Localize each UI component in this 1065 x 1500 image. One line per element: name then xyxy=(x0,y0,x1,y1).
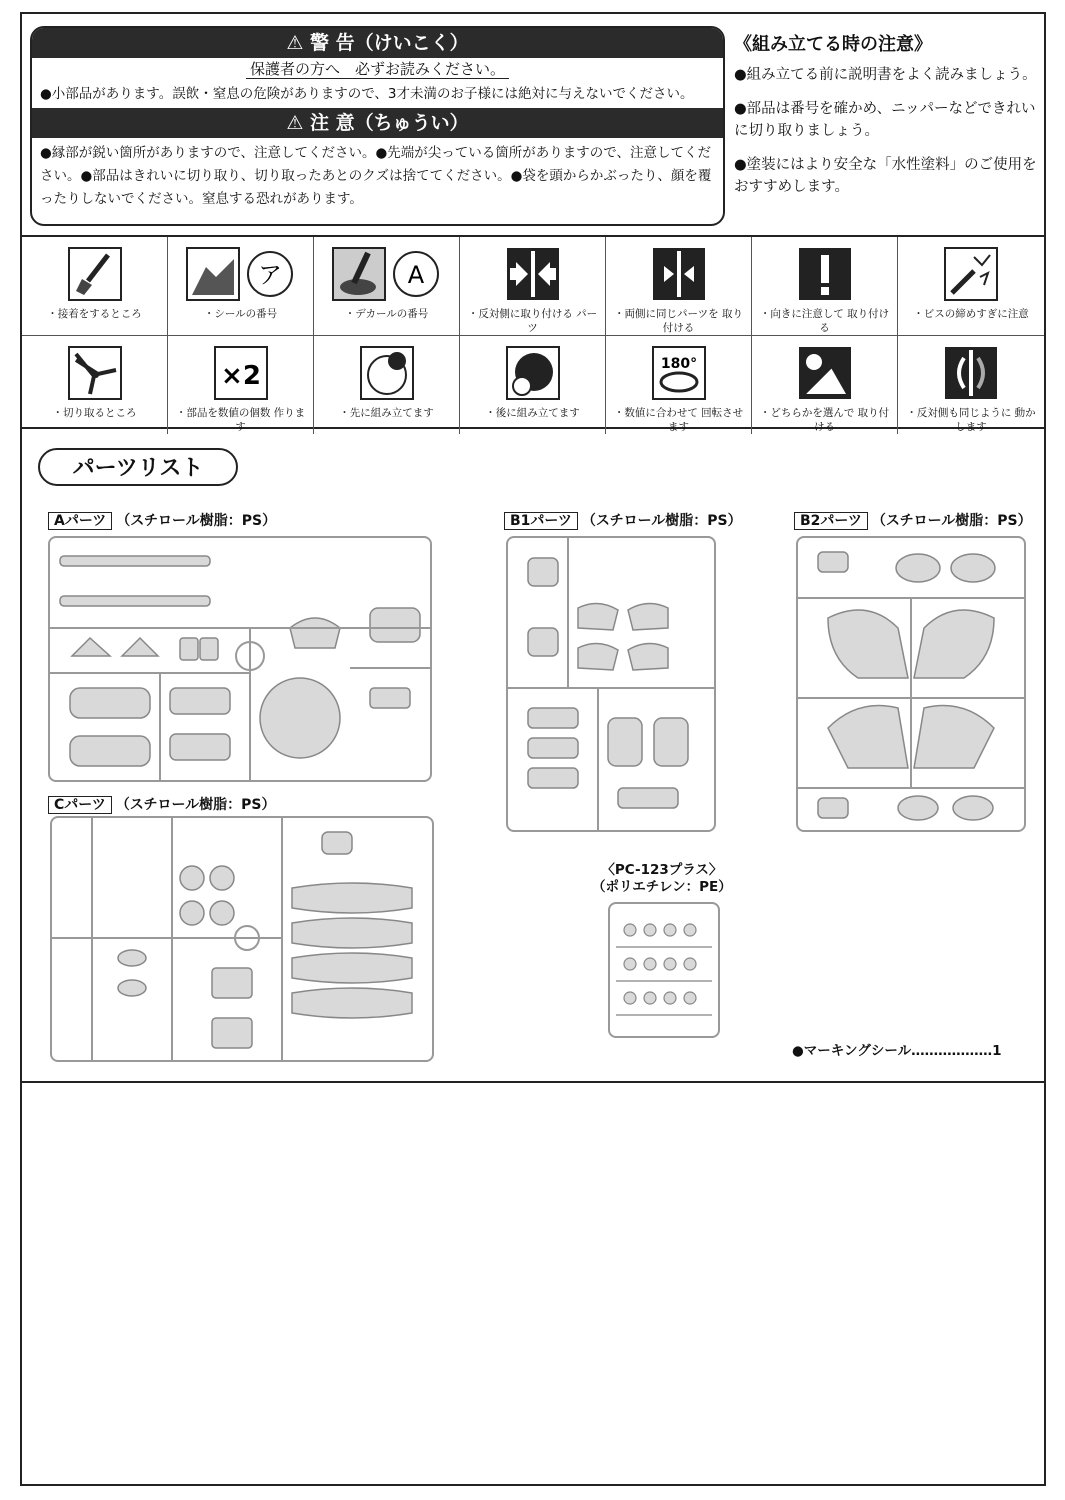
legend-label: ・切り取るところ xyxy=(52,407,137,419)
instruction-sheet xyxy=(20,12,1046,1486)
runner-c-label: Cパーツ （スチロール樹脂：PS） xyxy=(48,794,276,814)
legend-item xyxy=(168,237,314,336)
assembly-notes xyxy=(734,24,1044,210)
choose-either-icon xyxy=(798,346,852,400)
warning-subtitle: 保護者の方へ 必ずお読みください。 xyxy=(246,60,509,79)
legend-item xyxy=(606,237,752,336)
section-divider xyxy=(22,1081,1044,1083)
legend-label: ・向きに注意して 取り付ける xyxy=(759,308,890,334)
legend-item xyxy=(460,237,606,336)
legend-item xyxy=(752,237,898,336)
legend-item xyxy=(314,237,460,336)
sticker-icon xyxy=(186,247,296,301)
decal-icon xyxy=(332,247,442,301)
warning-box xyxy=(30,26,725,226)
legend-label: ・ビスの締めすぎに注意 xyxy=(913,308,1029,320)
runner-c-diagram xyxy=(50,816,434,1062)
legend-label: ・先に組み立てます xyxy=(339,407,434,419)
rotate-glyph: 180° xyxy=(660,356,697,372)
screw-tightening-icon xyxy=(944,247,998,301)
runner-b1-diagram xyxy=(506,536,716,832)
legend-item xyxy=(168,336,314,434)
legend-item xyxy=(22,237,168,336)
parts-list-title: パーツリスト xyxy=(38,448,238,486)
runner-b2-diagram xyxy=(796,536,1026,832)
assemble-later-icon xyxy=(506,346,560,400)
assemble-first-icon xyxy=(360,346,414,400)
legend-label: ・シールの番号 xyxy=(203,308,278,320)
runner-a-diagram xyxy=(48,536,432,782)
nippers-icon xyxy=(68,346,122,400)
caution-text: ●縁部が鋭い箇所がありますので、注意してください。●先端が尖っている箇所がありますので、注意してください。●部品はきれいに切り取り、切り取ったあとのクズは捨ててください。●袋を頭からかぶったり、顔を覆ったりしないでください。窒息する恐れがあります。 xyxy=(40,145,712,207)
legend-label: ・後に組み立てます xyxy=(485,407,580,419)
legend-item xyxy=(752,336,898,434)
legend-label: ・接着をするところ xyxy=(47,308,142,320)
pc-runner-label: 〈PC-123プラス〉 （ポリエチレン：PE） xyxy=(592,862,732,895)
sticker-glyph: ア xyxy=(257,261,282,289)
glue-brush-icon xyxy=(68,247,122,301)
runner-b2-label: B2パーツ （スチロール樹脂：PS） xyxy=(794,510,1032,530)
times-two-glyph: ×2 xyxy=(220,361,261,391)
note-item: ●組み立てる前に説明書をよく読みましょう。 xyxy=(734,67,1037,83)
legend-label: ・どちらかを選んで 取り付ける xyxy=(759,407,890,433)
caution-title: ⚠ 注 意（ちゅうい） xyxy=(32,108,723,138)
legend-item xyxy=(460,336,606,434)
notes-title: 《組み立てる時の注意》 xyxy=(734,34,932,55)
legend-label: ・デカールの番号 xyxy=(344,308,429,320)
legend-label: ・部品を数値の個数 作ります xyxy=(175,407,306,433)
legend-label: ・反対側も同じように 動かします xyxy=(906,407,1036,433)
note-item: ●塗装にはより安全な「水性塗料」のご使用をおすすめします。 xyxy=(734,157,1037,195)
legend-label: ・数値に合わせて 回転させます xyxy=(613,407,744,433)
legend-label: ・反対側に取り付ける パーツ xyxy=(467,308,598,334)
note-item: ●部品は番号を確かめ、ニッパーなどできれいに切り取りましょう。 xyxy=(734,101,1036,139)
legend-item xyxy=(606,336,752,434)
symbol-legend xyxy=(22,235,1044,433)
legend-item xyxy=(314,336,460,434)
both-sides-icon xyxy=(652,247,706,301)
exclamation-icon xyxy=(798,247,852,301)
times-two-icon xyxy=(214,346,268,400)
legend-item xyxy=(898,336,1044,434)
move-same-icon xyxy=(944,346,998,400)
opposite-side-icon xyxy=(506,247,560,301)
runner-a-label: Aパーツ （スチロール樹脂：PS） xyxy=(48,510,276,530)
legend-label: ・両側に同じパーツを 取り付ける xyxy=(614,308,743,334)
legend-item xyxy=(22,336,168,434)
warning-title: ⚠ 警 告（けいこく） xyxy=(32,28,723,58)
legend-item xyxy=(898,237,1044,336)
warning-text: ●小部品があります。誤飲・窒息の危険がありますので、3才未満のお子様には絶対に与えないでください。 xyxy=(40,86,694,102)
marking-sticker-count: ●マーキングシール………………1 xyxy=(792,1043,1002,1059)
decal-glyph: A xyxy=(407,261,424,289)
pc-runner-diagram xyxy=(608,902,720,1038)
rotate-180-icon xyxy=(652,346,706,400)
runner-b1-label: B1パーツ （スチロール樹脂：PS） xyxy=(504,510,742,530)
